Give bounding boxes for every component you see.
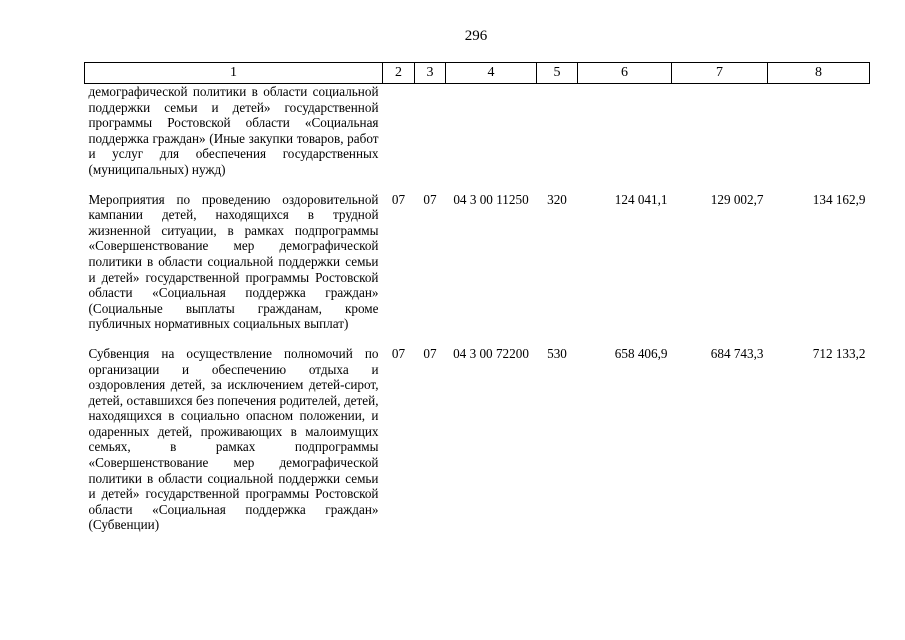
column-header: 7 xyxy=(672,63,768,84)
row-subsection-code: 07 xyxy=(423,345,437,361)
row-expense-type xyxy=(537,84,578,178)
row-target-code xyxy=(446,84,537,178)
row-target-code: 04 3 00 72200 xyxy=(453,345,529,361)
column-header: 5 xyxy=(537,63,578,84)
column-header: 4 xyxy=(446,63,537,84)
row-amount-year3: 134 162,9 xyxy=(812,191,866,207)
budget-table xyxy=(84,62,870,533)
row-section-code xyxy=(383,84,415,178)
row-section-code: 07 xyxy=(391,345,406,361)
row-amount-year2: 129 002,7 xyxy=(710,191,764,207)
row-target-code: 04 3 00 11250 xyxy=(453,191,529,207)
page-number: 296 xyxy=(464,28,488,44)
column-header: 8 xyxy=(768,63,870,84)
table-row xyxy=(85,84,870,178)
row-section-code: 07 xyxy=(391,191,406,207)
row-subsection-code xyxy=(415,84,446,178)
table-header-row xyxy=(85,63,870,84)
column-header: 6 xyxy=(578,63,672,84)
column-header: 2 xyxy=(383,63,415,84)
row-expense-type: 530 xyxy=(547,345,567,361)
row-amount-year2: 684 743,3 xyxy=(710,345,764,361)
row-description: демографической политики в области социальной поддержки семьи и детей» государственной программы Ростовской области «Социальная поддержка граждан» (Иные закупки товаров, работ и услуг для обеспечения государственных (муниципальных) нужд) xyxy=(88,84,379,177)
table-row xyxy=(85,178,870,332)
row-amount-year2 xyxy=(672,84,768,178)
column-header: 3 xyxy=(415,63,446,84)
row-amount-year1: 124 041,1 xyxy=(614,191,668,207)
column-header: 1 xyxy=(85,63,383,84)
row-amount-year3: 712 133,2 xyxy=(812,345,866,361)
table-row xyxy=(85,332,870,533)
row-description: Мероприятия по проведению оздоровительной кампании детей, находящихся в трудной жизненной ситуации, в рамках подпрограммы «Совершенствование мер демографической политики в области социальной поддержки семьи и детей» государственной программы Ростовской области «Социальная поддержка граждан» (Социальные выплаты гражданам, кроме публичных нормативных социальных выплат) xyxy=(88,191,379,332)
row-expense-type: 320 xyxy=(547,191,567,207)
row-subsection-code: 07 xyxy=(423,191,437,207)
row-amount-year3 xyxy=(768,84,870,178)
row-amount-year1: 658 406,9 xyxy=(614,345,668,361)
row-description: Субвенция на осуществление полномочий по организации и обеспечению отдыха и оздоровления детей, за исключением детей-сирот, детей, оставшихся без попечения родителей, детей, находящихся в социально опасном положении, и одаренных детей, проживающих в малоимущих семьях, в рамках подпрограммы «Совершенствование мер демографической политики в области социальной поддержки семьи и детей» государственной программы Ростовской области «Социальная поддержка граждан» (Субвенции) xyxy=(88,345,379,533)
row-amount-year1 xyxy=(578,84,672,178)
